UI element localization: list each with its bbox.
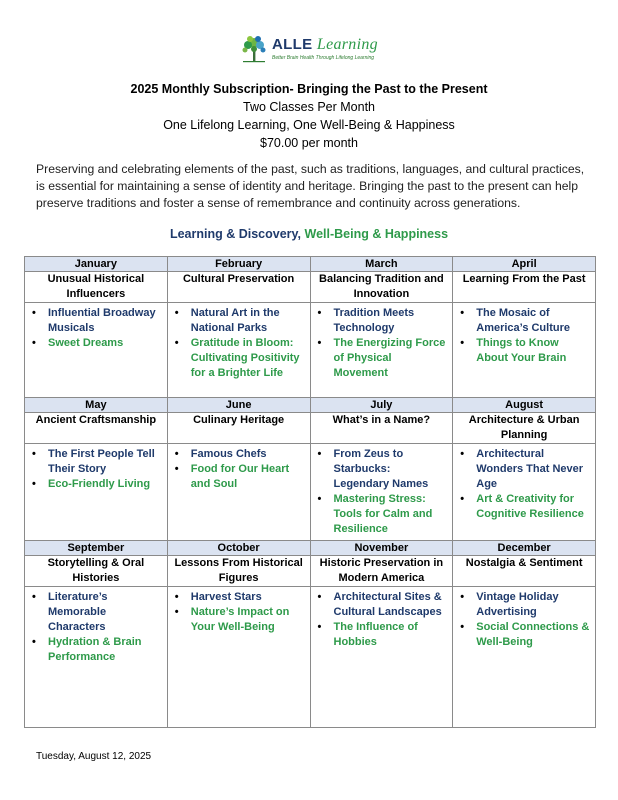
month-theme: Culinary Heritage xyxy=(167,413,310,444)
logo-tagline: Better Brain Health Through Lifelong Learning xyxy=(272,55,375,61)
month-classes xyxy=(310,444,453,541)
learning-class: • Famous Chefs xyxy=(172,447,306,462)
learning-class: • Architectural Wonders That Never Age xyxy=(457,447,591,492)
month-theme: Nostalgia & Sentiment xyxy=(453,556,596,587)
theme-row xyxy=(25,272,596,303)
wellbeing-class: • Gratitude in Bloom: Cultivating Positivity for a Brighter Life xyxy=(172,336,306,381)
month-name: June xyxy=(167,398,310,413)
learning-class: • Vintage Holiday Advertising xyxy=(457,590,591,620)
wellbeing-class: • Food for Our Heart and Soul xyxy=(172,462,306,492)
class-list xyxy=(315,590,449,650)
month-classes xyxy=(167,587,310,728)
classes-row xyxy=(25,587,596,728)
classes-row xyxy=(25,444,596,541)
month-classes xyxy=(25,303,168,398)
month-classes xyxy=(25,444,168,541)
learning-class: • Natural Art in the National Parks xyxy=(172,306,306,336)
month-classes xyxy=(310,303,453,398)
footer-date: Tuesday, August 12, 2025 xyxy=(36,751,152,762)
document-title: 2025 Monthly Subscription- Bringing the Past to the Present xyxy=(130,82,488,96)
learning-class: • The First People Tell Their Story xyxy=(29,447,163,477)
month-name: January xyxy=(25,257,168,272)
month-theme: Storytelling & Oral Histories xyxy=(25,556,168,587)
month-header-row xyxy=(25,398,596,413)
month-header-row xyxy=(25,257,596,272)
month-header-row xyxy=(25,541,596,556)
month-name: October xyxy=(167,541,310,556)
wellbeing-class: • The Energizing Force of Physical Movement xyxy=(315,336,449,381)
class-list xyxy=(172,447,306,492)
price: $70.00 per month xyxy=(260,136,358,150)
wellbeing-class: • Eco-Friendly Living xyxy=(29,477,163,492)
class-breakdown: One Lifelong Learning, One Well-Being & Happiness xyxy=(163,118,455,132)
month-theme: Unusual Historical Influencers xyxy=(25,272,168,303)
class-list xyxy=(457,447,591,522)
month-theme: What’s in a Name? xyxy=(310,413,453,444)
month-theme: Ancient Craftsmanship xyxy=(25,413,168,444)
wellbeing-happiness-label: Well-Being & Happiness xyxy=(304,227,449,241)
month-classes xyxy=(25,587,168,728)
tree-logo-icon xyxy=(240,34,268,64)
wellbeing-class: • Mastering Stress: Tools for Calm and Resilience xyxy=(315,492,449,537)
month-theme: Lessons From Historical Figures xyxy=(167,556,310,587)
class-list xyxy=(457,590,591,650)
wellbeing-class: • Things to Know About Your Brain xyxy=(457,336,591,366)
month-name: November xyxy=(310,541,453,556)
learning-discovery-label: Learning & Discovery, xyxy=(169,227,302,241)
learning-class: • Literature’s Memorable Characters xyxy=(29,590,163,635)
theme-row xyxy=(25,556,596,587)
wellbeing-class: • Hydration & Brain Performance xyxy=(29,635,163,665)
wellbeing-class: • Sweet Dreams xyxy=(29,336,163,351)
wellbeing-class: • Social Connections & Well-Being xyxy=(457,620,591,650)
section-heading xyxy=(0,227,618,241)
class-list xyxy=(29,447,163,492)
month-classes xyxy=(453,303,596,398)
class-list xyxy=(315,447,449,537)
month-name: February xyxy=(167,257,310,272)
logo xyxy=(0,34,618,64)
month-theme: Learning From the Past xyxy=(453,272,596,303)
class-list xyxy=(315,306,449,381)
classes-row xyxy=(25,303,596,398)
month-classes xyxy=(167,444,310,541)
wellbeing-class: • Nature’s Impact on Your Well-Being xyxy=(172,605,306,635)
class-list xyxy=(29,306,163,351)
logo-wordmark: ALLE Learning xyxy=(272,36,378,53)
month-name: September xyxy=(25,541,168,556)
learning-class: • Tradition Meets Technology xyxy=(315,306,449,336)
classes-per-month: Two Classes Per Month xyxy=(243,100,375,114)
month-name: April xyxy=(453,257,596,272)
class-list xyxy=(172,306,306,381)
month-name: May xyxy=(25,398,168,413)
month-theme: Cultural Preservation xyxy=(167,272,310,303)
month-classes xyxy=(310,587,453,728)
month-classes xyxy=(453,444,596,541)
class-list xyxy=(29,590,163,665)
wellbeing-class: • Art & Creativity for Cognitive Resilience xyxy=(457,492,591,522)
document-header xyxy=(0,80,618,152)
month-name: December xyxy=(453,541,596,556)
wellbeing-class: • The Influence of Hobbies xyxy=(315,620,449,650)
month-classes xyxy=(453,587,596,728)
learning-class: • Harvest Stars xyxy=(172,590,306,605)
month-name: August xyxy=(453,398,596,413)
class-list xyxy=(172,590,306,635)
month-theme: Historic Preservation in Modern America xyxy=(310,556,453,587)
month-theme: Architecture & Urban Planning xyxy=(453,413,596,444)
month-theme: Balancing Tradition and Innovation xyxy=(310,272,453,303)
learning-class: • From Zeus to Starbucks: Legendary Names xyxy=(315,447,449,492)
intro-paragraph: Preserving and celebrating elements of the past, such as traditions, languages, and cultural practices, is essential for maintaining a sense of identity and heritage. Bringing the past to the present can help preserve traditions and foster a sense of remembrance and continuity across generations. xyxy=(36,162,585,210)
month-name: March xyxy=(310,257,453,272)
month-classes xyxy=(167,303,310,398)
month-name: July xyxy=(310,398,453,413)
monthly-calendar-table xyxy=(24,256,596,728)
learning-class: • Architectural Sites & Cultural Landscapes xyxy=(315,590,449,620)
class-list xyxy=(457,306,591,366)
learning-class: • The Mosaic of America’s Culture xyxy=(457,306,591,336)
theme-row xyxy=(25,413,596,444)
learning-class: • Influential Broadway Musicals xyxy=(29,306,163,336)
